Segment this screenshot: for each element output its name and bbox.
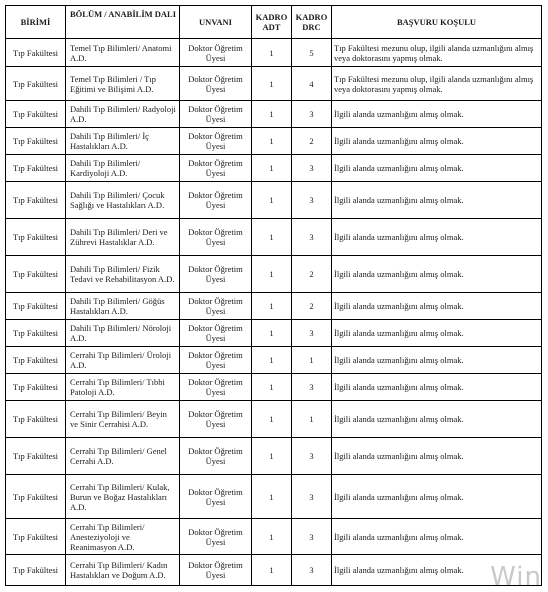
table-row [6, 182, 542, 219]
cell-unvani: Doktor Öğretim Üyesi [180, 347, 252, 374]
cell-kadro-adt: 1 [252, 475, 292, 519]
cell-unvani: Doktor Öğretim Üyesi [180, 182, 252, 219]
cell-kadro-drc: 3 [292, 155, 332, 182]
header-dali: BÖLÜM / ANABİLİM DALI [66, 6, 180, 39]
cell-unvani: Doktor Öğretim Üyesi [180, 293, 252, 320]
table-row [6, 347, 542, 374]
cell-dali: Cerrahi Tıp Bilimleri/ Anesteziyoloji ve Reanimasyon A.D. [66, 519, 180, 555]
cell-kadro-adt: 1 [252, 401, 292, 438]
table-row [6, 401, 542, 438]
cell-birimi: Tıp Fakültesi [6, 519, 66, 555]
cell-dali: Cerrahi Tıp Bilimleri/ Kulak, Burun ve Boğaz Hastalıkları A.D. [66, 475, 180, 519]
cell-birimi: Tıp Fakültesi [6, 475, 66, 519]
cell-birimi: Tıp Fakültesi [6, 438, 66, 475]
cell-kadro-adt: 1 [252, 519, 292, 555]
cell-unvani: Doktor Öğretim Üyesi [180, 101, 252, 128]
cell-kadro-adt: 1 [252, 256, 292, 293]
cell-dali: Dahili Tıp Bilimleri/ Radyoloji A.D. [66, 101, 180, 128]
table-row [6, 293, 542, 320]
cell-dali: Dahili Tıp Bilimleri/ Göğüs Hastalıkları A.D. [66, 293, 180, 320]
cell-unvani: Doktor Öğretim Üyesi [180, 128, 252, 155]
cell-birimi: Tıp Fakültesi [6, 555, 66, 586]
cell-kadro-drc: 2 [292, 293, 332, 320]
cell-dali: Dahili Tıp Bilimleri/ Kardiyoloji A.D. [66, 155, 180, 182]
cell-basvuru-kosulu: İlgili alanda uzmanlığını almış olmak. [332, 101, 542, 128]
cell-kadro-drc: 3 [292, 555, 332, 586]
cell-kadro-adt: 1 [252, 219, 292, 256]
cell-unvani: Doktor Öğretim Üyesi [180, 374, 252, 401]
cell-kadro-drc: 3 [292, 475, 332, 519]
cell-kadro-adt: 1 [252, 155, 292, 182]
cell-birimi: Tıp Fakültesi [6, 293, 66, 320]
cell-birimi: Tıp Fakültesi [6, 67, 66, 101]
cell-dali: Cerrahi Tıp Bilimleri/ Genel Cerrahi A.D. [66, 438, 180, 475]
table-row [6, 320, 542, 347]
cell-basvuru-kosulu: İlgili alanda uzmanlığını almış olmak. [332, 219, 542, 256]
cell-kadro-adt: 1 [252, 555, 292, 586]
header-basvuru-kosulu: BAŞVURU KOŞULU [332, 6, 542, 39]
table-row [6, 67, 542, 101]
cell-kadro-drc: 2 [292, 128, 332, 155]
cell-unvani: Doktor Öğretim Üyesi [180, 555, 252, 586]
cell-birimi: Tıp Fakültesi [6, 374, 66, 401]
cell-basvuru-kosulu: İlgili alanda uzmanlığını almış olmak. [332, 155, 542, 182]
cell-kadro-drc: 4 [292, 67, 332, 101]
cell-basvuru-kosulu: İlgili alanda uzmanlığını almış olmak. [332, 519, 542, 555]
cell-kadro-drc: 3 [292, 320, 332, 347]
document-page [5, 5, 542, 592]
header-kadro-drc: KADRO DRC [292, 6, 332, 39]
cell-unvani: Doktor Öğretim Üyesi [180, 256, 252, 293]
header-kadro-adt: KADRO ADT [252, 6, 292, 39]
cell-kadro-adt: 1 [252, 374, 292, 401]
cell-kadro-adt: 1 [252, 347, 292, 374]
header-unvani: UNVANI [180, 6, 252, 39]
cell-basvuru-kosulu: İlgili alanda uzmanlığını almış olmak. [332, 374, 542, 401]
cell-unvani: Doktor Öğretim Üyesi [180, 401, 252, 438]
cell-birimi: Tıp Fakültesi [6, 256, 66, 293]
table-row [6, 155, 542, 182]
cell-basvuru-kosulu: İlgili alanda uzmanlığını almış olmak. [332, 347, 542, 374]
cell-kadro-adt: 1 [252, 101, 292, 128]
cell-kadro-drc: 3 [292, 219, 332, 256]
cell-kadro-drc: 3 [292, 519, 332, 555]
table-row [6, 555, 542, 586]
cell-dali: Temel Tıp Bilimleri / Tıp Eğitimi ve Bilişimi A.D. [66, 67, 180, 101]
cell-kadro-drc: 1 [292, 401, 332, 438]
cell-basvuru-kosulu: İlgili alanda uzmanlığını almış olmak. [332, 293, 542, 320]
cell-birimi: Tıp Fakültesi [6, 401, 66, 438]
cell-basvuru-kosulu: İlgili alanda uzmanlığını almış olmak. [332, 401, 542, 438]
table-row [6, 256, 542, 293]
cell-basvuru-kosulu: İlgili alanda uzmanlığını almış olmak. [332, 182, 542, 219]
cell-unvani: Doktor Öğretim Üyesi [180, 39, 252, 67]
table-body [6, 39, 542, 586]
cell-kadro-adt: 1 [252, 293, 292, 320]
cell-dali: Cerrahi Tıp Bilimleri/ Tıbbi Patoloji A.D. [66, 374, 180, 401]
table-row [6, 519, 542, 555]
table-row [6, 374, 542, 401]
header-row [6, 6, 542, 39]
cell-dali: Dahili Tıp Bilimleri/ İç Hastalıkları A.D. [66, 128, 180, 155]
cell-basvuru-kosulu: İlgili alanda uzmanlığını almış olmak. [332, 320, 542, 347]
cell-kadro-adt: 1 [252, 320, 292, 347]
table-row [6, 128, 542, 155]
cell-unvani: Doktor Öğretim Üyesi [180, 320, 252, 347]
cell-kadro-drc: 3 [292, 101, 332, 128]
cell-kadro-adt: 1 [252, 182, 292, 219]
cell-kadro-drc: 5 [292, 39, 332, 67]
cell-kadro-adt: 1 [252, 128, 292, 155]
cell-basvuru-kosulu: İlgili alanda uzmanlığını almış olmak. [332, 256, 542, 293]
cell-basvuru-kosulu: Tıp Fakültesi mezunu olup, ilgili alanda uzmanlığını almış veya doktorasını yapmış olmak. [332, 39, 542, 67]
cell-unvani: Doktor Öğretim Üyesi [180, 475, 252, 519]
cell-birimi: Tıp Fakültesi [6, 101, 66, 128]
cell-dali: Cerrahi Tıp Bilimleri/ Kadın Hastalıkları ve Doğum A.D. [66, 555, 180, 586]
cell-unvani: Doktor Öğretim Üyesi [180, 155, 252, 182]
cell-birimi: Tıp Fakültesi [6, 219, 66, 256]
cell-kadro-drc: 3 [292, 438, 332, 475]
cell-basvuru-kosulu: İlgili alanda uzmanlığını almış olmak. [332, 438, 542, 475]
table-row [6, 438, 542, 475]
cell-kadro-adt: 1 [252, 39, 292, 67]
cell-unvani: Doktor Öğretim Üyesi [180, 219, 252, 256]
table-row [6, 219, 542, 256]
cell-dali: Cerrahi Tıp Bilimleri/ Üroloji A.D. [66, 347, 180, 374]
cell-basvuru-kosulu: İlgili alanda uzmanlığını almış olmak. [332, 475, 542, 519]
cell-dali: Dahili Tıp Bilimleri/ Deri ve Zührevi Hastalıklar A.D. [66, 219, 180, 256]
cell-kadro-drc: 1 [292, 347, 332, 374]
cell-dali: Temel Tıp Bilimleri/ Anatomi A.D. [66, 39, 180, 67]
cell-dali: Dahili Tıp Bilimleri/ Çocuk Sağlığı ve Hastalıkları A.D. [66, 182, 180, 219]
table-row [6, 101, 542, 128]
cell-kadro-drc: 3 [292, 182, 332, 219]
cell-kadro-drc: 2 [292, 256, 332, 293]
positions-table [5, 5, 542, 586]
cell-birimi: Tıp Fakültesi [6, 347, 66, 374]
cell-basvuru-kosulu: İlgili alanda uzmanlığını almış olmak. [332, 128, 542, 155]
cell-kadro-adt: 1 [252, 438, 292, 475]
table-row [6, 475, 542, 519]
cell-basvuru-kosulu: Tıp Fakültesi mezunu olup, ilgili alanda uzmanlığını almış veya doktorasını yapmış olmak. [332, 67, 542, 101]
cell-dali: Dahili Tıp Bilimleri/ Nöroloji A.D. [66, 320, 180, 347]
cell-birimi: Tıp Fakültesi [6, 182, 66, 219]
cell-birimi: Tıp Fakültesi [6, 39, 66, 67]
cell-unvani: Doktor Öğretim Üyesi [180, 519, 252, 555]
cell-dali: Cerrahi Tıp Bilimleri/ Beyin ve Sinir Cerrahisi A.D. [66, 401, 180, 438]
cell-birimi: Tıp Fakültesi [6, 320, 66, 347]
cell-dali: Dahili Tıp Bilimleri/ Fizik Tedavi ve Rehabilitasyon A.D. [66, 256, 180, 293]
cell-birimi: Tıp Fakültesi [6, 128, 66, 155]
cell-birimi: Tıp Fakültesi [6, 155, 66, 182]
cell-basvuru-kosulu: İlgili alanda uzmanlığını almış olmak. [332, 555, 542, 586]
cell-unvani: Doktor Öğretim Üyesi [180, 67, 252, 101]
cell-kadro-adt: 1 [252, 67, 292, 101]
table-row [6, 39, 542, 67]
header-birimi: BİRİMİ [6, 6, 66, 39]
cell-unvani: Doktor Öğretim Üyesi [180, 438, 252, 475]
cell-kadro-drc: 3 [292, 374, 332, 401]
watermark-text: Win [490, 562, 542, 592]
